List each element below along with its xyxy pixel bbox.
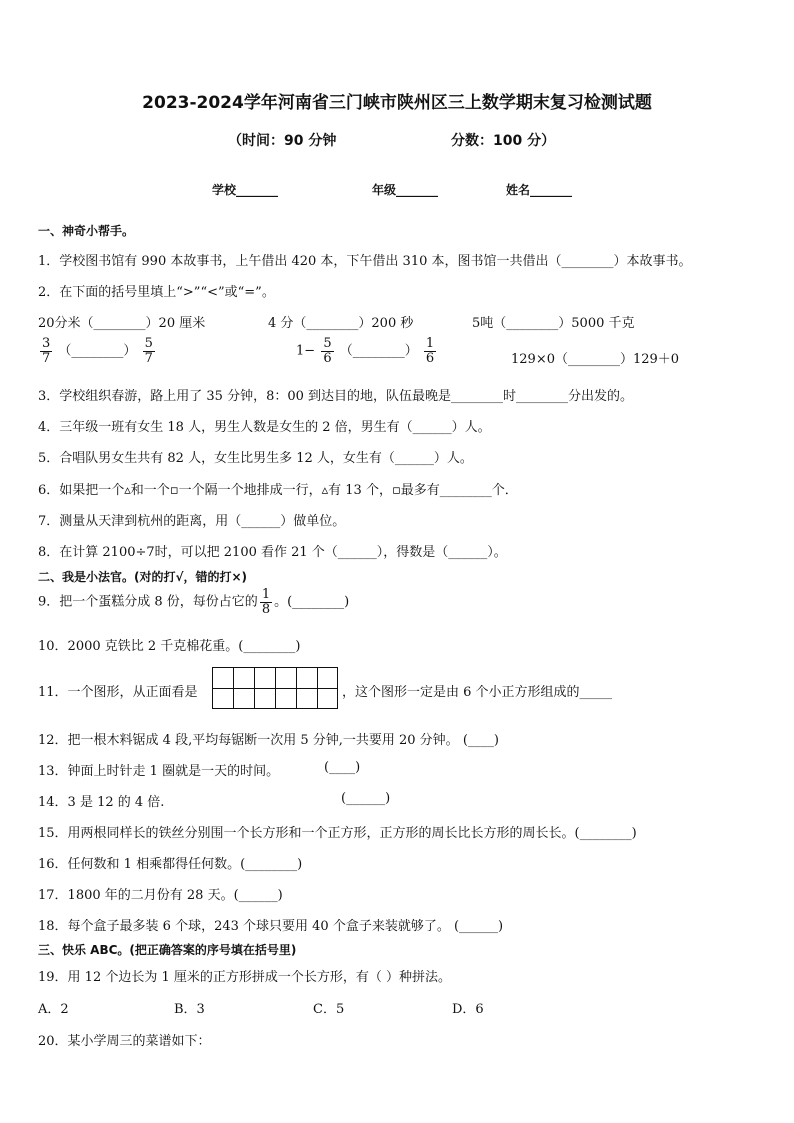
fraction: $\frac{1}{8}$ xyxy=(261,587,271,617)
question-2-item-c: 5吨（________）5000 千克 xyxy=(472,316,635,331)
section-2-heading: 二、我是小法官。(对的打√，错的打×) xyxy=(38,570,248,584)
question-17: 17．1800 年的二月份有 28 天。(______) xyxy=(38,888,283,903)
fraction: $\frac{1}{6}$ xyxy=(425,336,435,366)
question-16: 16．任何数和 1 相乘都得任何数。(________) xyxy=(38,857,303,872)
question-19: 19．用 12 个边长为 1 厘米的正方形拼成一个长方形，有（ ）种拼法。 xyxy=(38,970,452,985)
question-13: 13．钟面上时针走 1 圈就是一天的时间。 xyxy=(38,764,280,779)
question-3: 3．学校组织春游，路上用了 35 分钟，8：00 到达目的地，队伍最晚是________时________分出发的。 xyxy=(38,389,634,404)
question-9: 9．把一个蛋糕分成 8 份，每份占它的 $\frac{1}{8}$ 。(________) xyxy=(38,587,350,617)
exam-time: （时间：90 分钟 xyxy=(228,133,337,149)
question-2-item-f: 129×0（________）129＋0 xyxy=(511,352,680,367)
question-5: 5．合唱队男女生共有 82 人，女生比男生多 12 人，女生有（______）人。 xyxy=(38,451,473,466)
exam-score: 分数：100 分） xyxy=(451,133,556,149)
grade-field: 年级_______ xyxy=(372,183,439,197)
question-8: 8．在计算 2100÷7时，可以把 2100 看作 21 个（______），得数是（______）。 xyxy=(38,545,507,560)
front-view-grid xyxy=(212,667,338,709)
school-field: 学校_______ xyxy=(212,183,279,197)
question-20: 20．某小学周三的菜谱如下： xyxy=(38,1034,211,1049)
fraction: $\frac{5}{6}$ xyxy=(323,336,332,366)
question-18: 18．每个盒子最多装 6 个球，243 个球只要用 40 个盒子来装就够了。 (______) xyxy=(38,919,504,934)
question-2-item-d: $\frac{3}{7}$ （________） $\frac{5}{7}$ xyxy=(42,336,153,366)
question-13-blank: (____) xyxy=(324,760,361,775)
question-11-suffix: ，这个图形一定是由 6 个小正方形组成的_____ xyxy=(342,685,613,700)
question-6: 6．如果把一个▵和一个▫一个隔一个地排成一行，▵有 13 个，▫最多有________个． xyxy=(38,483,518,498)
page-title: 2023-2024学年河南省三门峡市陕州区三上数学期末复习检测试题 xyxy=(142,93,652,113)
question-1: 1．学校图书馆有 990 本故事书，上午借出 420 本，下午借出 310 本，图书馆一共借出（________）本故事书。 xyxy=(38,254,692,269)
question-19-option-d: D．6 xyxy=(452,1002,484,1017)
section-1-heading: 一、神奇小帮手。 xyxy=(38,224,135,238)
fraction: $\frac{3}{7}$ xyxy=(42,336,51,366)
fraction: $\frac{5}{7}$ xyxy=(144,336,153,366)
question-4: 4．三年级一班有女生 18 人，男生人数是女生的 2 倍，男生有（______）人。 xyxy=(38,420,491,435)
question-7: 7．测量从天津到杭州的距离，用（______）做单位。 xyxy=(38,514,346,529)
question-10: 10．2000 克铁比 2 千克棉花重。(________) xyxy=(38,639,301,654)
question-2-item-a: 20分米（________）20 厘米 xyxy=(38,316,206,331)
question-19-option-c: C．5 xyxy=(313,1002,345,1017)
question-12: 12．把一根木料锯成 4 段,平均每锯断一次用 5 分钟,一共要用 20 分钟。 (____) xyxy=(38,733,499,748)
question-2: 2．在下面的括号里填上“>”“<”或“=”。 xyxy=(38,285,275,300)
question-15: 15．用两根同样长的铁丝分别围一个长方形和一个正方形，正方形的周长比长方形的周长长。(________) xyxy=(38,826,637,841)
name-field: 姓名_______ xyxy=(506,183,573,197)
question-11-prefix: 11．一个图形，从正面看是 xyxy=(38,685,198,700)
question-19-option-b: B．3 xyxy=(174,1002,205,1017)
question-14-blank: (______) xyxy=(341,791,391,806)
question-2-item-b: 4 分（________）200 秒 xyxy=(268,316,414,331)
section-3-heading: 三、快乐 ABC。(把正确答案的序号填在括号里) xyxy=(38,943,297,957)
question-14: 14．3 是 12 的 4 倍. xyxy=(38,795,165,810)
question-2-item-e: 1− $\frac{5}{6}$ （________） $\frac{1}{6}$ xyxy=(296,336,435,366)
question-19-option-a: A．2 xyxy=(38,1002,69,1017)
